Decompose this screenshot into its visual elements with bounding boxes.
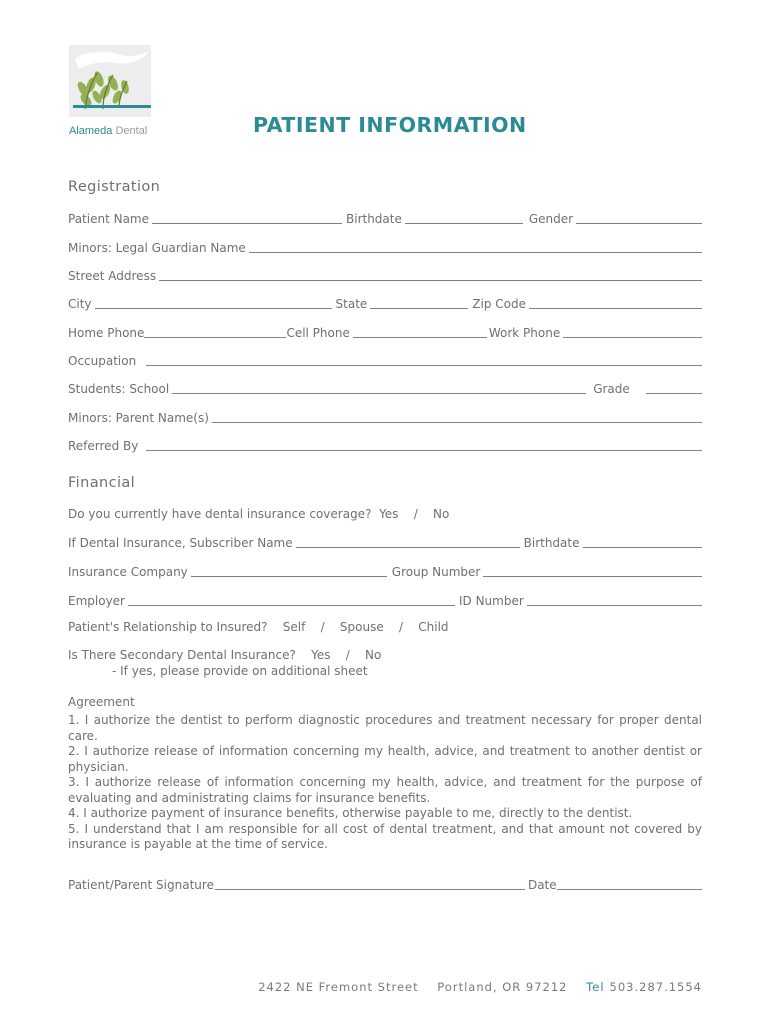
parents-field[interactable] [212,422,702,423]
row-occupation [68,352,702,368]
referred-field[interactable] [146,450,702,451]
agreement-item: 5. I understand that I am responsible for all cost of dental treatment, and that amount not covered by insurance is payable at the time of service. [68,821,702,851]
row-parents [68,409,702,425]
sub-birthdate-field[interactable] [583,547,703,548]
logo [69,45,151,117]
secondary-question: Is There Secondary Dental Insurance? Yes / No [68,648,382,662]
sub-birthdate-label: Birthdate [523,536,580,550]
referred-label: Referred By [68,439,139,453]
footer-tel: 503.287.1554 [609,980,702,994]
occupation-field[interactable] [146,365,702,366]
relationship-question: Patient's Relationship to Insured? Self / Spouse / Child [68,620,449,634]
company-field[interactable] [191,576,387,577]
footer-tel-label: Tel [586,980,605,994]
home-phone-field[interactable] [144,337,286,338]
zip-field[interactable] [529,308,702,309]
home-phone-label: Home Phone [68,326,145,340]
city-field[interactable] [95,308,332,309]
footer-city: Portland, OR 97212 [437,980,568,994]
agreement-heading: Agreement [68,695,135,709]
school-field[interactable] [172,393,586,394]
sig-date-label: Date [527,878,557,892]
row-referred [68,437,702,453]
group-label: Group Number [391,565,481,579]
school-label: Students: School [68,382,170,396]
id-field[interactable] [527,605,702,606]
row-phones [68,324,702,340]
row-guardian [68,239,702,255]
patient-name-label: Patient Name [68,212,149,226]
employer-label: Employer [68,594,125,608]
state-field[interactable] [370,308,468,309]
cell-phone-field[interactable] [353,337,487,338]
agreement-list [68,713,702,853]
row-patient-name [68,210,702,226]
grade-label: Grade [593,382,630,396]
city-label: City [68,297,92,311]
birthdate-field[interactable] [405,223,523,224]
street-field[interactable] [159,280,702,281]
employer-field[interactable] [128,605,455,606]
logo-image [69,45,151,117]
row-school [68,380,702,396]
patient-name-field[interactable] [152,223,342,224]
footer-address: 2422 NE Fremont Street [258,980,419,994]
row-street [68,267,702,283]
parents-label: Minors: Parent Name(s) [68,411,209,425]
occupation-label: Occupation [68,354,137,368]
guardian-field[interactable] [249,252,702,253]
zip-label: Zip Code [472,297,527,311]
row-company [68,563,702,579]
footer [244,980,702,994]
work-phone-label: Work Phone [488,326,561,340]
signature-label: Patient/Parent Signature [68,878,214,892]
logo-name-primary: Alameda [69,125,113,137]
work-phone-field[interactable] [563,337,702,338]
agreement-item: 1. I authorize the dentist to perform diagnostic procedures and treatment necessary for proper dental care. [68,713,702,743]
financial-heading: Financial [68,475,136,491]
logo-name-secondary: Dental [115,125,148,137]
birthdate-label: Birthdate [346,212,402,226]
signature-field[interactable] [215,889,525,890]
group-field[interactable] [483,576,702,577]
row-employer [68,592,702,608]
id-label: ID Number [458,594,524,608]
registration-heading: Registration [68,179,161,195]
secondary-note: - If yes, please provide on additional sheet [112,664,368,678]
street-label: Street Address [68,269,157,283]
cell-phone-label: Cell Phone [286,326,350,340]
coverage-question: Do you currently have dental insurance coverage? Yes / No [68,507,450,521]
row-signature [68,876,702,892]
gender-label: Gender [528,212,574,226]
logo-wordmark [69,125,147,137]
sig-date-field[interactable] [557,889,702,890]
gender-field[interactable] [576,223,702,224]
subscriber-field[interactable] [296,547,520,548]
agreement-item: 3. I authorize release of information concerning my health, advice, and treatment for the purpose of evaluating and administrating claims for insurance benefits. [68,775,702,805]
state-label: State [335,297,368,311]
guardian-label: Minors: Legal Guardian Name [68,241,246,255]
grade-field[interactable] [646,393,702,394]
subscriber-label: If Dental Insurance, Subscriber Name [68,536,293,550]
row-subscriber [68,534,702,550]
agreement-item: 4. I authorize payment of insurance benefits, otherwise payable to me, directly to the dentist. [68,806,633,820]
agreement-item: 2. I authorize release of information concerning my health, advice, and treatment to another dentist or physician. [68,744,702,774]
row-city [68,295,702,311]
company-label: Insurance Company [68,565,188,579]
page-title: PATIENT INFORMATION [253,113,527,137]
